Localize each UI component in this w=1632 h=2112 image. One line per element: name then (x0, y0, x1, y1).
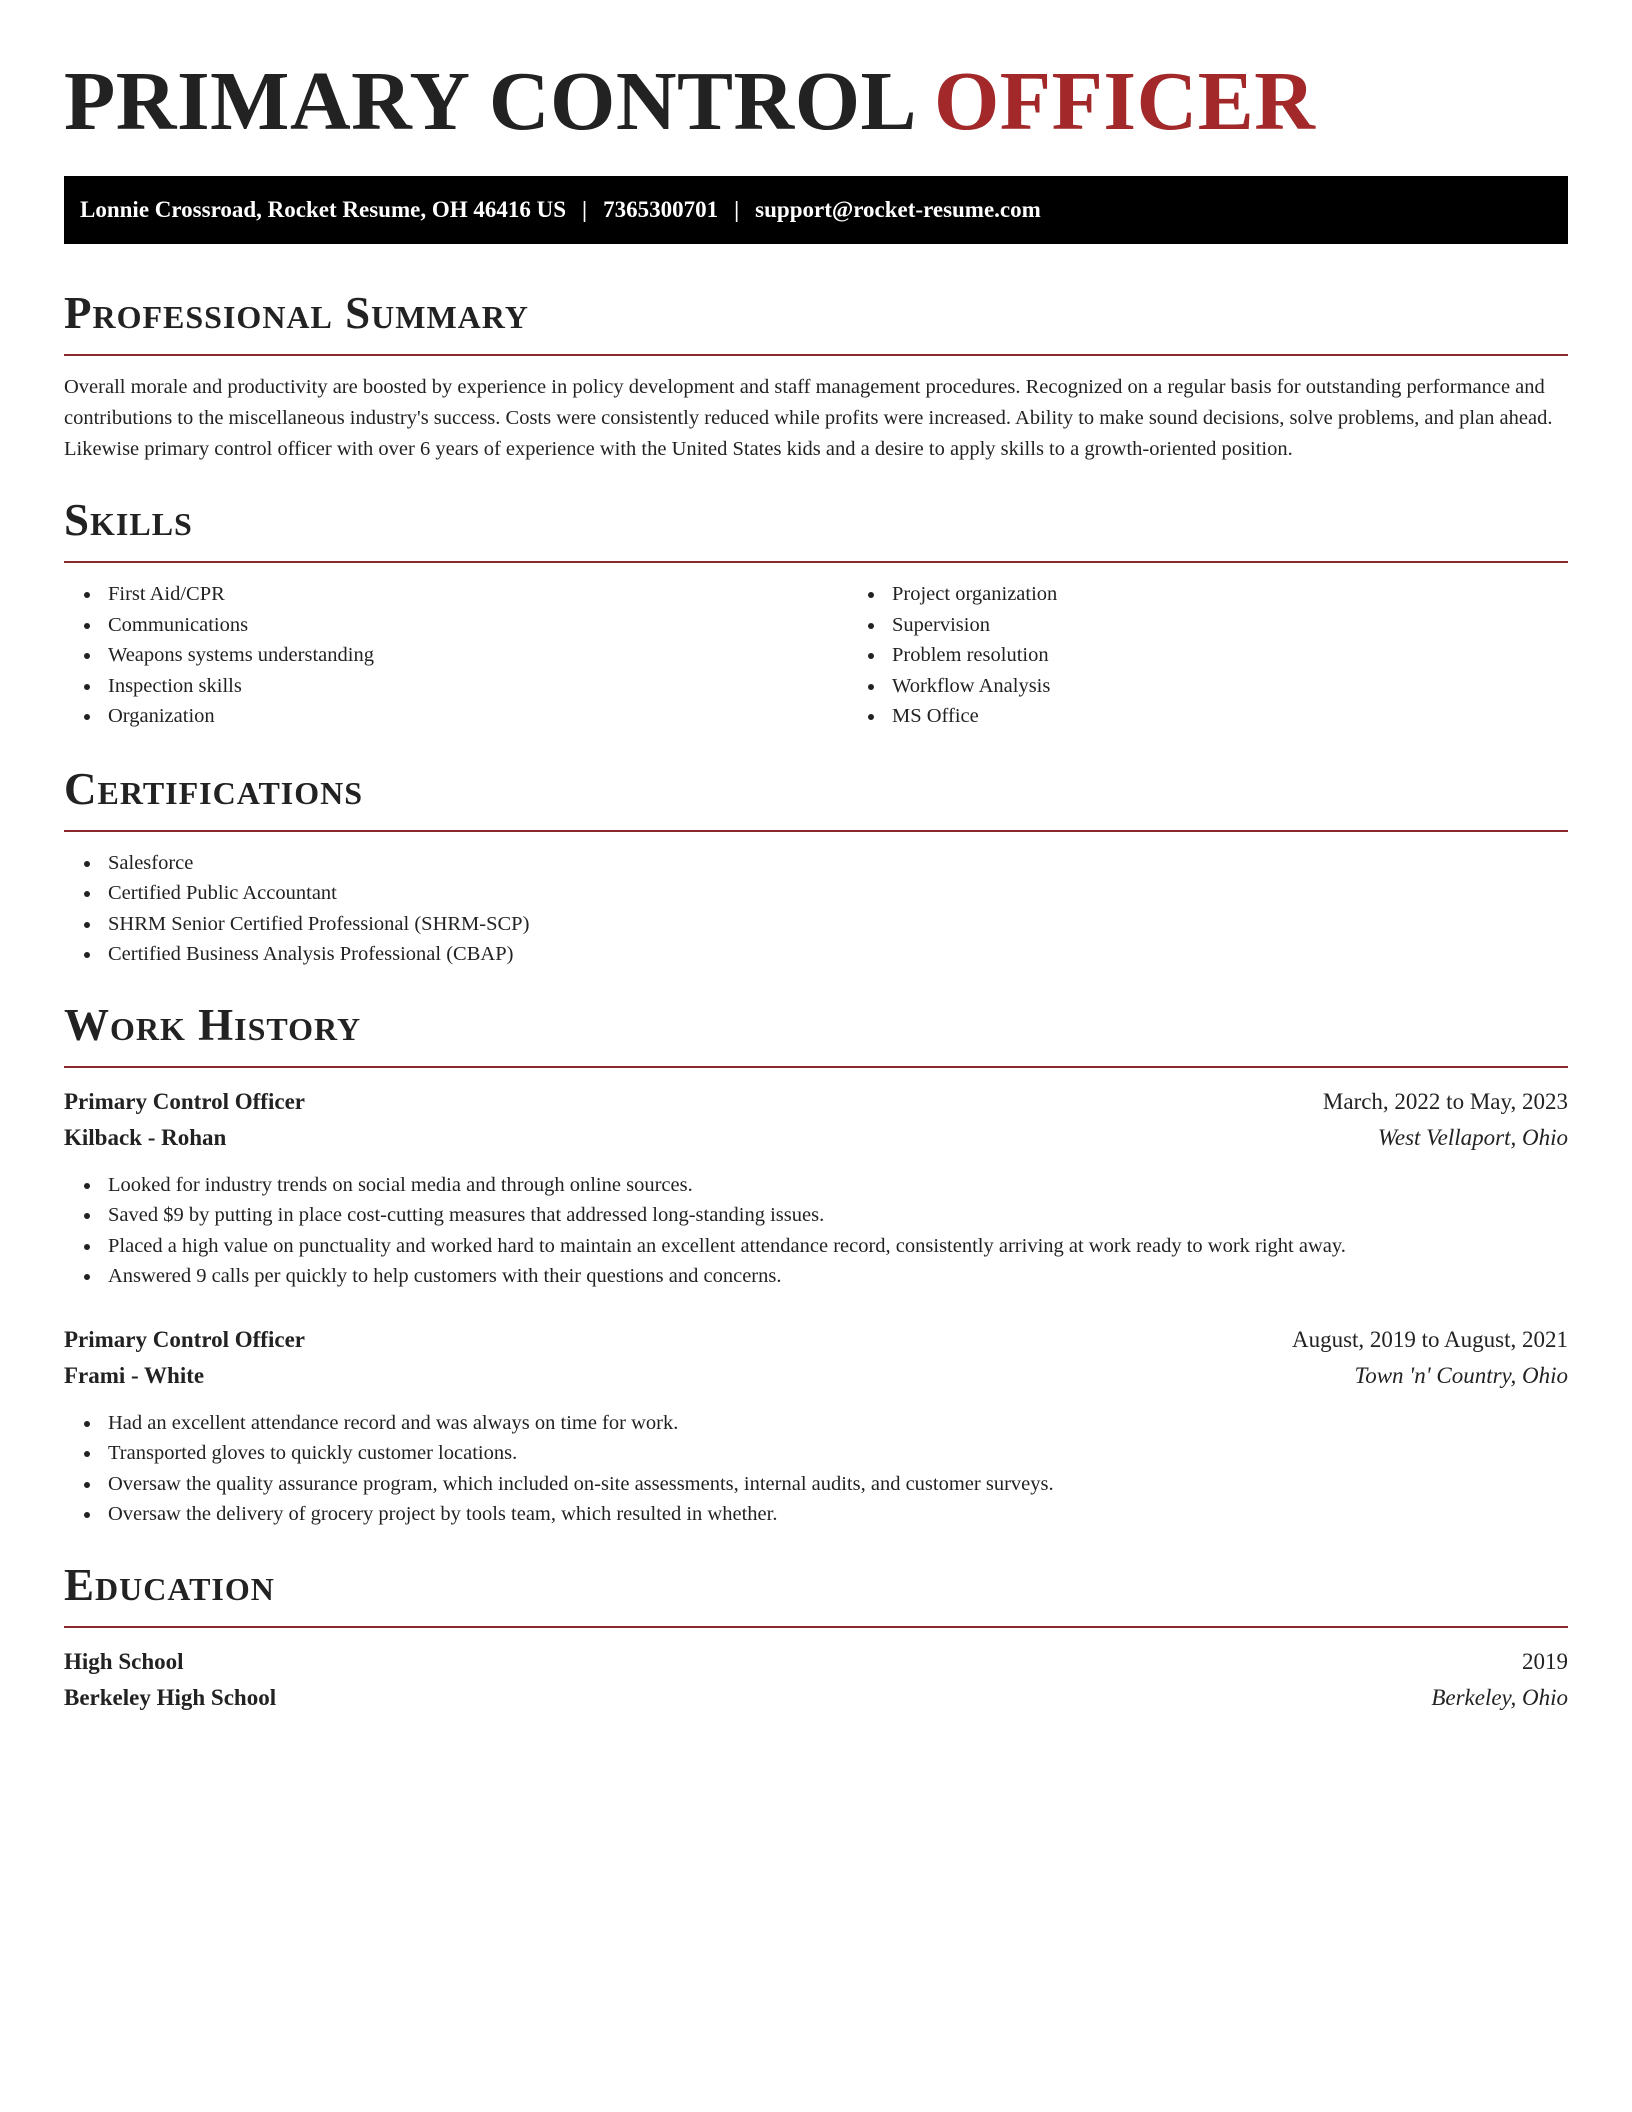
job-duties-list (64, 1170, 1568, 1292)
certification-item: SHRM Senior Certified Professional (SHRM-SCP) (108, 909, 1568, 940)
contact-bar (64, 176, 1568, 244)
job-company-row (64, 1120, 1568, 1156)
summary-text: Overall morale and productivity are boosted by experience in policy development and staff management procedures. Recognized on a regular basis for outstanding performance and contributions to the miscellaneous industry's success. Costs were consistently reduced while profits were increased. Ability to make sound decisions, solve problems, and plan ahead. Likewise primary control officer with over 6 years of experience with the United States kids and a desire to apply skills to a growth-oriented position. (64, 376, 1553, 460)
education-degree-row (64, 1644, 1568, 1680)
contact-separator: | (734, 197, 740, 222)
name-last: OFFICER (933, 55, 1316, 148)
job-duty-item: Transported gloves to quickly customer locations. (108, 1438, 1568, 1469)
education-school: Berkeley High School (64, 1684, 277, 1710)
job-duty-item: Answered 9 calls per quickly to help customers with their questions and concerns. (108, 1261, 1568, 1292)
job-duty-item: Looked for industry trends on social media and through online sources. (108, 1170, 1568, 1201)
job-location: West Vellaport, Ohio (1377, 1124, 1568, 1150)
contact-phone: 7365300701 (603, 197, 719, 222)
skill-item: Workflow Analysis (892, 671, 1632, 702)
education-entry (64, 1644, 1568, 1716)
education-school-row (64, 1680, 1568, 1716)
job-company-row (64, 1358, 1568, 1394)
name-first: PRIMARY CONTROL (64, 55, 913, 148)
job-title-row (64, 1322, 1568, 1358)
section-divider (64, 1626, 1568, 1628)
contact-address: Lonnie Crossroad, Rocket Resume, OH 46416 US (80, 197, 566, 222)
work-history-section (64, 998, 1568, 1530)
certification-item: Salesforce (108, 848, 1568, 879)
skills-section (64, 493, 1568, 732)
section-title-summary: Professional Summary (64, 288, 529, 338)
section-divider (64, 354, 1568, 356)
skill-item: MS Office (892, 701, 1632, 732)
certification-item: Certified Public Accountant (108, 878, 1568, 909)
job-entry (64, 1322, 1568, 1530)
section-title-education: Education (64, 1559, 275, 1610)
contact-email: support@rocket-resume.com (755, 197, 1041, 222)
certification-item: Certified Business Analysis Professional (CBAP) (108, 939, 1568, 970)
job-title-row (64, 1084, 1568, 1120)
job-duty-item: Oversaw the quality assurance program, which included on-site assessments, internal audits, and customer surveys. (108, 1469, 1568, 1500)
job-entry (64, 1084, 1568, 1292)
job-dates: August, 2019 to August, 2021 (1291, 1326, 1568, 1352)
job-duty-item: Saved $9 by putting in place cost-cutting measures that addressed long-standing issues. (108, 1200, 1568, 1231)
skills-grid (64, 563, 1568, 732)
section-title-skills: Skills (64, 495, 193, 545)
skill-item: First Aid/CPR (108, 579, 848, 610)
job-duty-item: Oversaw the delivery of grocery project by tools team, which resulted in whether. (108, 1499, 1568, 1530)
job-dates: March, 2022 to May, 2023 (1322, 1088, 1568, 1114)
job-duty-item: Placed a high value on punctuality and worked hard to maintain an excellent attendance record, consistently arriving at work ready to work right away. (108, 1231, 1568, 1262)
job-title: Primary Control Officer (64, 1088, 305, 1114)
skill-item: Supervision (892, 610, 1632, 641)
skills-list-right (848, 579, 1632, 732)
skill-item: Weapons systems understanding (108, 640, 848, 671)
section-divider (64, 830, 1568, 832)
section-divider (64, 1066, 1568, 1068)
skill-item: Organization (108, 701, 848, 732)
section-title-certifications: Certifications (64, 763, 364, 814)
education-location: Berkeley, Ohio (1431, 1684, 1568, 1710)
education-year: 2019 (1522, 1648, 1568, 1674)
candidate-name (64, 52, 1568, 152)
skill-item: Communications (108, 610, 848, 641)
job-title: Primary Control Officer (64, 1326, 305, 1352)
summary-section (64, 286, 1568, 465)
job-location: Town 'n' Country, Ohio (1354, 1362, 1568, 1388)
certifications-section (64, 762, 1568, 970)
contact-separator: | (582, 197, 588, 222)
skill-item: Project organization (892, 579, 1632, 610)
job-duty-item: Had an excellent attendance record and was always on time for work. (108, 1408, 1568, 1439)
job-company: Kilback - Rohan (64, 1124, 227, 1150)
education-degree: High School (64, 1648, 184, 1674)
job-company: Frami - White (64, 1362, 205, 1388)
job-duties-list (64, 1408, 1568, 1530)
section-title-work-history: Work History (64, 999, 362, 1050)
skills-list-left (64, 579, 848, 732)
certifications-list (64, 848, 1568, 970)
education-section (64, 1558, 1568, 1716)
skill-item: Problem resolution (892, 640, 1632, 671)
skill-item: Inspection skills (108, 671, 848, 702)
